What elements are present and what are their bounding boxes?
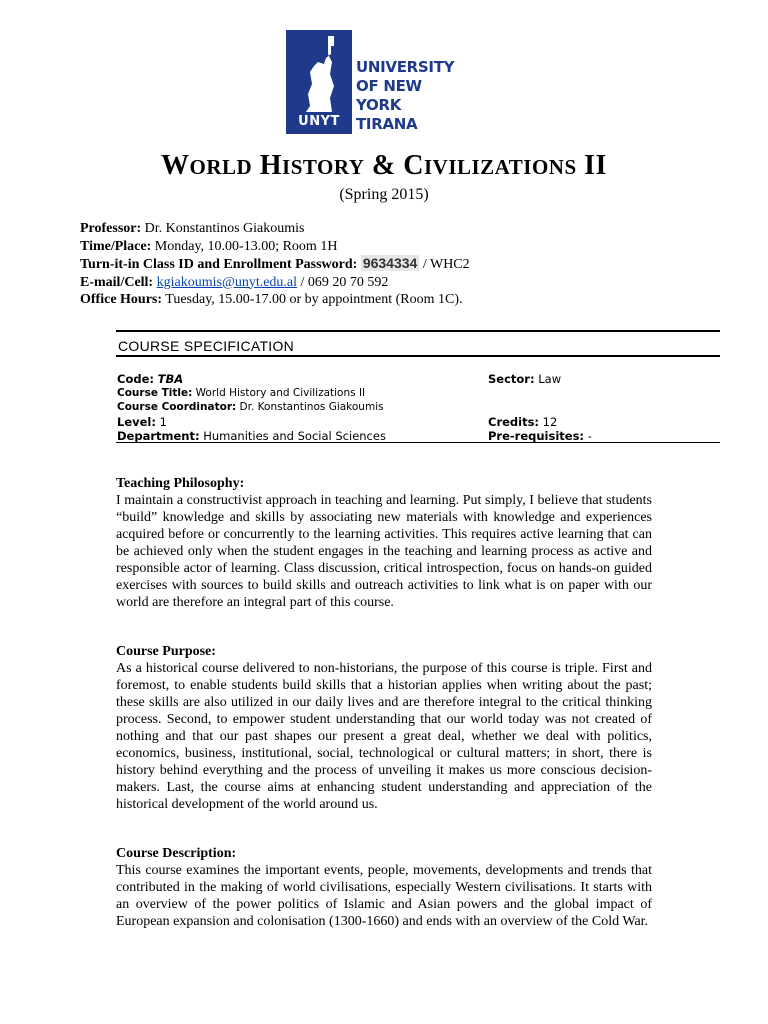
page-title	[0, 150, 768, 182]
prerequisites-field	[488, 429, 592, 443]
course-specification-heading: COURSE SPECIFICATION	[118, 338, 295, 354]
professor-value: Dr. Konstantinos Giakoumis	[141, 221, 305, 236]
section-body: I maintain a constructivist approach in teaching and learning. Put simply, I believe that students “build” knowledge and skills by associating new materials with knowledge and experiences acquired before or concurrently to the learning activities. This requires active learning that can be achieved only when the student engages in the teaching and learning process as active and responsible actor of learning. Class discussion, critical introspection, focus on hands-on guided exercises with sources to build skills and outreach activities to link what is on paper with our world are therefore an integral part of this course.	[116, 493, 652, 610]
title-part: H	[259, 150, 283, 181]
logo-line: TIRANA	[356, 115, 418, 133]
department-label: Department:	[117, 429, 200, 443]
level-value: 1	[155, 415, 167, 429]
turnitin-password: / WHC2	[419, 257, 470, 272]
section-heading: Course Description:	[116, 846, 237, 861]
cell-value: / 069 20 70 592	[297, 274, 389, 290]
course-title-value: World History and Civilizations II	[192, 387, 366, 399]
title-part: W	[161, 150, 190, 181]
coordinator-label: Course Coordinator:	[117, 401, 237, 413]
turnitin-class-id: 9634334	[362, 255, 418, 271]
prerequisites-label: Pre-requisites:	[488, 429, 585, 443]
divider	[116, 442, 720, 443]
section-body: As a historical course delivered to non-historians, the purpose of this course is triple. First and foremost, to enable students build skills that a historian applies when writing about the past; these skills are also utilized in our daily lives and are therefore integral to the critical thinking process. Second, to empower student understanding that our world today was not created of nothing and that our past shapes our present a great deal, whether we deal with politics, economics, business, institutional, social, technological or cultural matters; in short, there is history behind everything and the process of unveiling it makes us more conscious decision-makers. Last, the course aims at enhancing student understanding and appreciation of the historical development of the world around us.	[116, 661, 652, 812]
section-heading: Course Purpose:	[116, 644, 216, 659]
level-field	[117, 415, 167, 429]
time-place-label: Time/Place:	[80, 238, 152, 254]
time-place-row	[80, 238, 700, 256]
title-part: ISTORY	[282, 155, 365, 179]
section-body: This course examines the important events, people, movements, developments and trends that contributed in the making of world civilisations, especially Western civilisations. It starts with an overview of the power politics of Islamic and Asian powers and the global impact of European expansion and colonisation (1300-1660) and ends with an overview of the Cold War.	[116, 863, 652, 929]
office-hours-value: Tuesday, 15.00-17.00 or by appointment (Room 1C).	[162, 292, 463, 307]
university-logo	[286, 30, 466, 134]
credits-value: 12	[539, 415, 558, 429]
code-field	[117, 372, 183, 386]
code-value: TBA	[157, 372, 184, 386]
sector-label: Sector:	[488, 372, 535, 386]
email-row	[80, 274, 700, 292]
department-value: Humanities and Social Sciences	[199, 429, 386, 443]
title-part: II	[584, 150, 607, 181]
turnitin-row	[80, 255, 700, 274]
office-hours-row	[80, 291, 700, 309]
office-hours-label: Office Hours:	[80, 292, 163, 307]
email-link[interactable]: kgiakoumis@unyt.edu.al	[156, 274, 298, 290]
sector-value: Law	[534, 372, 562, 386]
teaching-philosophy-section	[116, 475, 652, 611]
level-label: Level:	[117, 415, 156, 429]
course-description-section	[116, 845, 652, 930]
sector-field	[488, 372, 561, 386]
professor-label: Professor:	[80, 221, 142, 236]
divider	[116, 330, 720, 332]
coordinator-field	[117, 401, 384, 413]
time-place-value: Monday, 10.00-13.00; Room 1H	[151, 238, 338, 254]
title-part: IVILIZATIONS	[423, 155, 577, 179]
course-title-field	[117, 387, 365, 399]
logo-line: OF NEW YORK	[356, 77, 422, 114]
divider	[116, 355, 720, 357]
professor-row	[80, 220, 700, 238]
department-field	[117, 429, 386, 443]
title-part: &	[371, 150, 396, 181]
logo-line: UNIVERSITY	[356, 58, 455, 76]
course-title-label: Course Title:	[117, 387, 193, 399]
credits-label: Credits:	[488, 415, 540, 429]
title-part: ORLD	[189, 155, 253, 179]
course-purpose-section	[116, 643, 652, 813]
logo-wordmark	[356, 58, 466, 134]
credits-field	[488, 415, 557, 429]
logo-initials: UNYT	[298, 114, 340, 129]
course-info	[80, 220, 700, 309]
turnitin-label: Turn-it-in Class ID and Enrollment Password:	[80, 257, 358, 272]
section-heading: Teaching Philosophy:	[116, 476, 245, 491]
email-label: E-mail/Cell:	[80, 274, 154, 290]
prerequisites-value: -	[584, 429, 592, 443]
semester-subtitle: (Spring 2015)	[339, 186, 429, 203]
code-label: Code:	[117, 372, 154, 386]
coordinator-value: Dr. Konstantinos Giakoumis	[236, 401, 384, 413]
title-part: C	[403, 150, 424, 181]
statue-of-liberty-icon	[286, 30, 352, 134]
